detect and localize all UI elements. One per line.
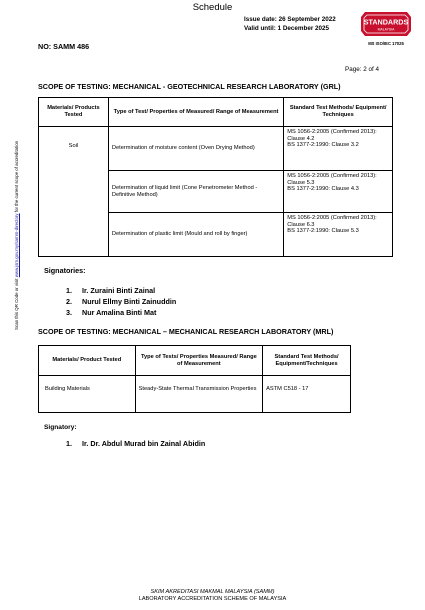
std-line: MS 1056-2:2005 (Confirmed 2013): <box>287 129 377 135</box>
list-item: 2. Nurul Ellmy Binti Zainuddin <box>66 297 177 306</box>
list-item: 1. Ir. Dr. Abdul Murad bin Zainal Abidin <box>66 439 206 448</box>
logo-text: STANDARDS <box>363 17 409 27</box>
material-cell: Soil <box>39 127 109 257</box>
material-cell: Building Materials <box>39 376 136 413</box>
signatory-name: Ir. Zuraini Binti Zainal <box>82 286 156 295</box>
logo-subtext: MALAYSIA <box>377 27 395 32</box>
header-test-type: Type of Test/ Properties of Measured/ Range of Measurement <box>108 98 283 127</box>
scope-title-grl: SCOPE OF TESTING: MECHANICAL - GEOTECHNICAL RESEARCH LABORATORY (GRL) <box>38 82 341 91</box>
standard-cell <box>284 171 393 213</box>
header-materials: Materials/ Product Tested <box>39 346 136 376</box>
footer <box>0 589 425 603</box>
signatory-name: Nurul Ellmy Binti Zainuddin <box>82 297 177 306</box>
list-item: 1. Ir. Zuraini Binti Zainal <box>66 286 156 295</box>
accreditation-mark: MS ISO/IEC 17025 <box>368 41 404 46</box>
signatory-list <box>66 439 205 450</box>
table-row <box>39 127 393 171</box>
signatories-list <box>66 286 176 319</box>
valid-until: Valid until: 1 December 2025 <box>244 24 330 32</box>
test-cell: Determination of liquid limit (Cone Penetrometer Method - Definitive Method) <box>108 171 283 213</box>
standards-malaysia-logo <box>359 9 413 39</box>
table-header-row <box>39 346 351 376</box>
header-standard: Standard Test Methods/ Equipment/ Techniques <box>284 98 393 127</box>
standard-cell: ASTM C518 - 17 <box>263 376 351 413</box>
header-materials: Materials/ Products Tested <box>39 98 109 127</box>
standard-cell <box>284 127 393 171</box>
std-line: BS 1377-2:1990: Clause 4.3 <box>287 186 359 193</box>
std-line: BS 1377-2:1990: Clause 5.3 <box>287 228 359 235</box>
test-cell: Determination of moisture content (Oven Drying Method) <box>108 127 283 171</box>
signatories-heading: Signatories: <box>44 266 86 275</box>
samm-number: NO: SAMM 486 <box>38 42 90 51</box>
side-note-prefix: Scan this QR Code or visit <box>14 278 19 330</box>
signatory-heading: Signatory: <box>44 424 77 431</box>
header-standard: Standard Test Methods/ Equipment/Techniques <box>263 346 351 376</box>
std-line: BS 1377-2:1990: Clause 3.2 <box>287 142 359 149</box>
test-cell: Determination of plastic limit (Mould and roll by finger) <box>108 213 283 257</box>
footer-line-2: LABORATORY ACCREDITATION SCHEME OF MALAYSIA <box>138 596 287 602</box>
page-number: Page: 2 of 4 <box>345 66 379 73</box>
mrl-scope-table <box>38 345 351 413</box>
grl-scope-table <box>38 97 393 257</box>
signatory-name: Ir. Dr. Abdul Murad bin Zainal Abidin <box>82 439 206 448</box>
table-header-row <box>39 98 393 127</box>
standard-cell <box>284 213 393 257</box>
footer-line-1: SKIM AKREDITASI MAKMAL MALAYSIA (SAMM) <box>150 589 275 595</box>
table-row <box>39 376 351 413</box>
std-line: Clause 5.3 <box>287 179 315 186</box>
std-line: MS 1056-2:2005 (Confirmed 2013): <box>287 173 377 179</box>
signatory-name: Nur Amalina Binti Mat <box>82 308 157 317</box>
std-line: Clause 6.3 <box>287 221 315 228</box>
std-line: Clause 4.2 <box>287 135 315 142</box>
issue-dates <box>244 16 336 33</box>
scope-title-mrl: SCOPE OF TESTING: MECHANICAL – MECHANICAL RESEARCH LABORATORY (MRL) <box>38 327 334 336</box>
std-line: MS 1056-2:2005 (Confirmed 2013): <box>287 215 377 221</box>
side-note-suffix: for the current scope of accreditation <box>14 140 19 213</box>
list-item: 3. Nur Amalina Binti Mat <box>66 308 157 317</box>
issue-date: Issue date: 26 September 2022 <box>244 16 336 23</box>
page-title: Schedule <box>192 2 233 13</box>
header-test-type: Type of Tests/ Properties Measured/ Range of Measurement <box>135 346 262 376</box>
test-cell: Steady-State Thermal Transmission Properties <box>135 376 262 413</box>
side-qr-note <box>14 140 22 330</box>
directory-link[interactable]: www.jsm.gov.my/samm-directory <box>14 213 19 278</box>
